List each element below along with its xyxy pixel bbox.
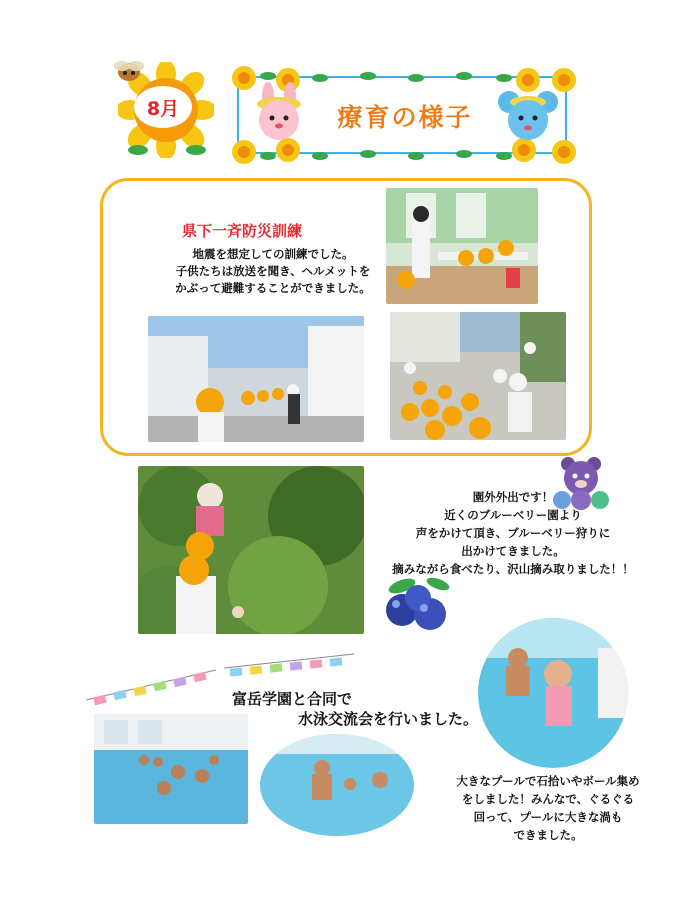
- classroom-drill-photo: [386, 188, 538, 304]
- big-pool-photo: [94, 714, 248, 824]
- blueberry-picking-photo: [138, 466, 364, 634]
- drill-line: かぶって避難することができました。: [175, 281, 371, 295]
- swim-line: 回って、プールに大きな渦も: [473, 810, 623, 824]
- blueberries-icon: [376, 576, 462, 632]
- outing-line: 園外外出です！: [472, 490, 554, 504]
- swim-title-line2: 水泳交流会を行いました。: [298, 710, 479, 728]
- pool-child-photo: [478, 618, 628, 768]
- drill-description: [168, 246, 378, 297]
- outing-line: 声をかけて頂き、ブルーベリー狩りに: [415, 526, 611, 540]
- mouse-mascot-icon: [497, 86, 559, 144]
- outdoor-evacuation-photo: [148, 316, 364, 442]
- drill-line: 子供たちは放送を聞き、ヘルメットを: [175, 264, 371, 278]
- drill-title: 県下一斉防災訓練: [182, 222, 303, 240]
- cicada-icon: [112, 56, 146, 86]
- drill-line: 地震を想定しての訓練でした。: [192, 247, 354, 261]
- crouching-children-photo: [390, 312, 566, 440]
- swim-line: 大きなプールで石拾いやボール集め: [456, 774, 640, 788]
- rabbit-mascot-icon: [248, 82, 310, 144]
- swim-title-line1: 富岳学園と合同で: [232, 690, 353, 708]
- outing-description: [378, 488, 648, 578]
- outing-line: 摘みながら食べたり、沢山摘み取りました！！: [392, 562, 634, 576]
- swim-line: できました。: [513, 828, 583, 842]
- outing-line: 近くのブルーベリー園より: [444, 508, 582, 522]
- swim-line: をしました！みんなで、ぐるぐる: [461, 792, 635, 806]
- page-title: 療育の様子: [337, 103, 473, 132]
- month-label: 8月: [134, 86, 192, 128]
- outing-line: 出かけてきました。: [461, 544, 565, 558]
- small-pool-photo: [260, 734, 414, 836]
- swim-description: [428, 772, 668, 844]
